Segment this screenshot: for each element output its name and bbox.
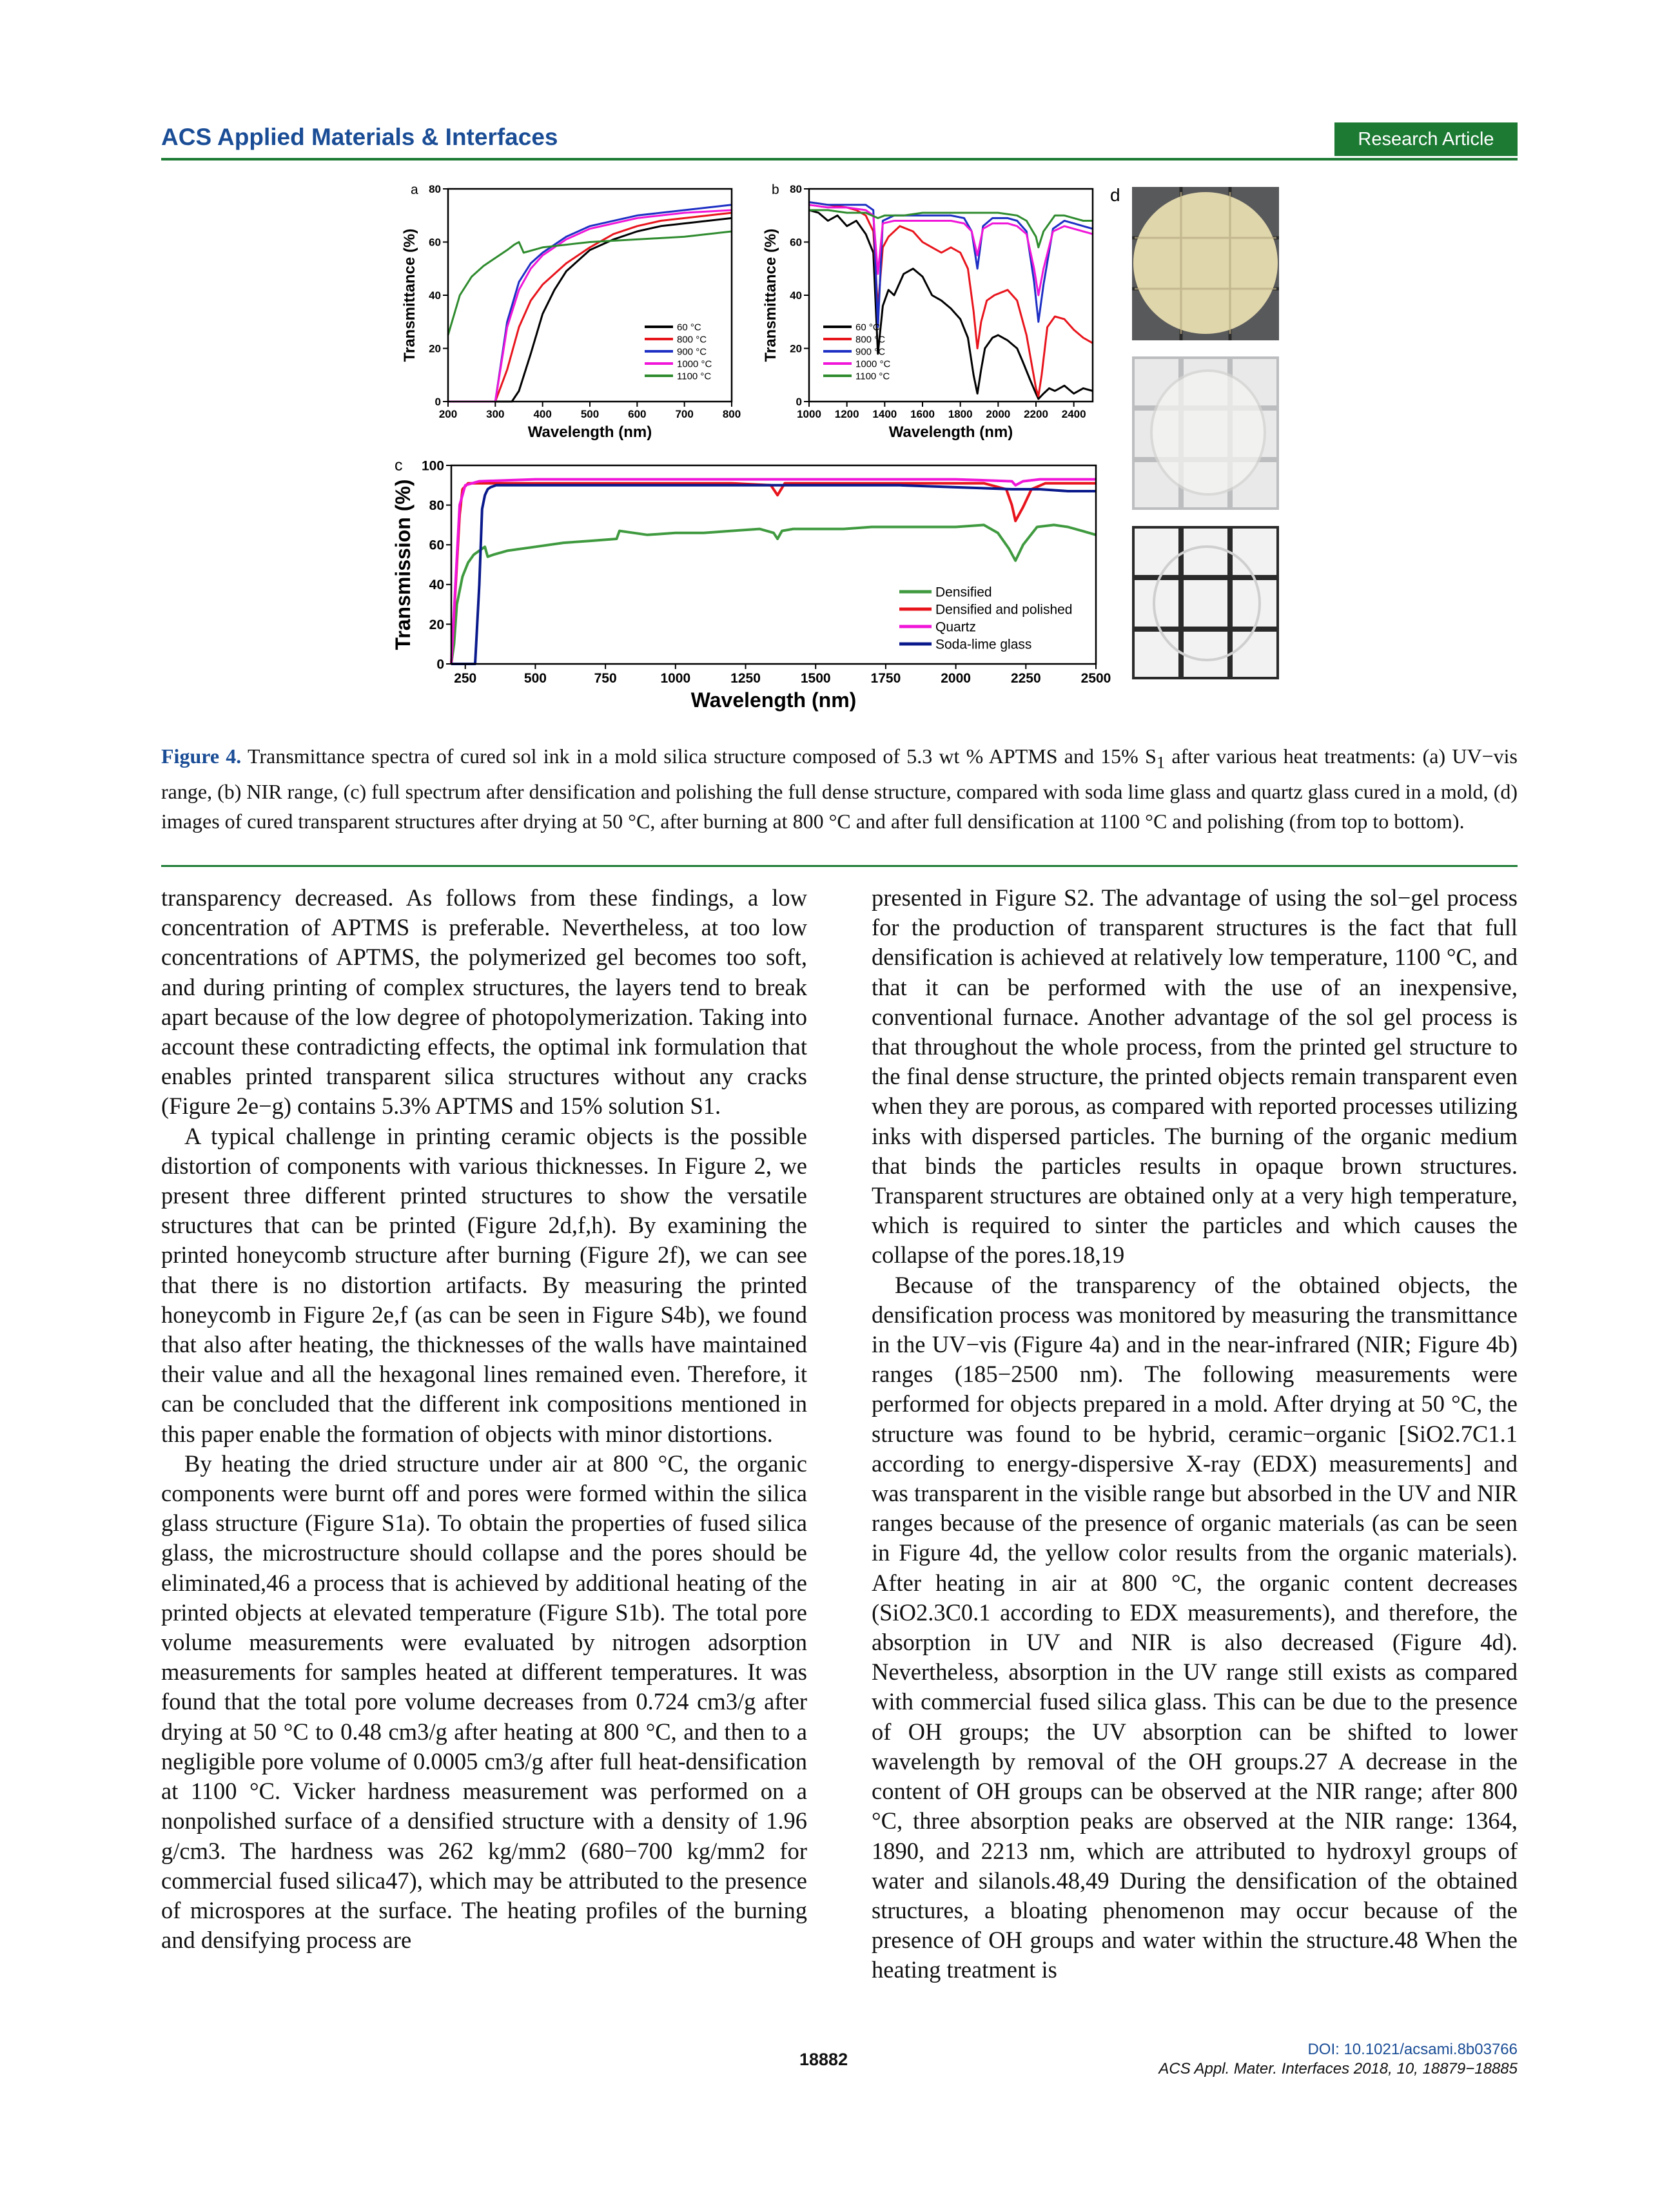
right-paragraph-1: presented in Figure S2. The advantage of using the sol−gel process for the production of transparent structures is the fact that full densification is achieved at relatively low temperature, 1100 °C, and that it can be performed with the use of an inexpensive, conventional furnace. Another advantage of the sol gel process is that throughout the whole process, from the printed gel structure to the final dense structure, the printed objects remain transparent even when they are porous, as compared with reported processes utilizing inks with dispersed particles. The burning of the organic medium that binds the particles results in opaque brown structures. Transparent structures are obtained only at a very high temperature, which is required to sinter the particles and which causes the collapse of the pores.18,19 — [872, 884, 1518, 1269]
plot-frame — [451, 465, 1096, 664]
y-tick-label: 20 — [429, 617, 444, 632]
y-tick-label: 80 — [429, 498, 444, 513]
y-axis-label: Transmission (%) — [391, 479, 415, 650]
x-axis-label: Wavelength (nm) — [888, 423, 1013, 441]
x-axis-label: Wavelength (nm) — [527, 423, 652, 441]
x-tick-label: 1600 — [910, 408, 935, 420]
y-tick-label: 40 — [429, 578, 444, 593]
x-tick-label: 1800 — [948, 408, 973, 420]
y-tick-label: 0 — [436, 657, 444, 672]
chart-panel-a — [393, 177, 754, 448]
x-tick-label: 1200 — [834, 408, 859, 420]
x-tick-label: 1250 — [730, 671, 761, 686]
y-tick-label: 60 — [429, 236, 441, 249]
photo-burned-800c — [1132, 356, 1279, 510]
x-tick-label: 750 — [594, 671, 617, 686]
x-tick-label: 800 — [722, 408, 741, 420]
panel-label-c: c — [395, 456, 403, 474]
x-tick-label: 1000 — [797, 408, 821, 420]
series-line-0 — [809, 210, 1093, 399]
page-number: 18882 — [799, 2050, 848, 2069]
right-column — [872, 883, 1518, 1985]
svg-text:d: d — [1110, 185, 1120, 205]
x-tick-label: 500 — [580, 408, 600, 420]
y-tick-label: 80 — [429, 182, 441, 195]
x-tick-label: 2000 — [986, 408, 1011, 420]
article-type-badge: Research Article — [1334, 122, 1518, 156]
left-paragraph-3: By heating the dried structure under air at 800 °C, the organic components were burnt off and pores were formed within the silica glass structure (Figure S1a). To obtain the properties of fused silica glass, the microstructure should collapse and the pores should be eliminated,46 a process that is achieved by additional heating of the printed objects at elevated temperature (Figure S1b). The total pore volume measurements were evaluated by nitrogen adsorption measurements for samples heated at different temperatures. It was found that the total pore volume decreases from 0.724 cm3/g after drying at 50 °C to 0.48 cm3/g after heating at 800 °C, and then to a negligible pore volume of 0.0005 cm3/g after full heat-densification at 1100 °C. Vicker hardness measurement was performed on a nonpolished surface of a densified structure with a density of 1.96 g/cm3. The hardness was 262 kg/mm2 (680−700 kg/mm2 for commercial fused silica47), which may be attributed to the presence of microspores at the surface. The heating profiles of the burning and densifying process are — [161, 1450, 807, 1954]
chart-panel-b — [757, 177, 1106, 448]
y-tick-label: 20 — [429, 342, 441, 355]
x-tick-label: 200 — [438, 408, 458, 420]
x-tick-label: 2400 — [1061, 408, 1086, 420]
y-tick-label: 80 — [790, 182, 802, 195]
caption-rule — [161, 865, 1518, 867]
y-tick-label: 0 — [435, 395, 441, 408]
legend-label-1: Densified and polished — [935, 602, 1073, 618]
legend-label-4: 1100 °C — [677, 371, 712, 382]
caption-text-2: after various heat treatments: (a) UV−vis range, (b) NIR range, (c) full spectrum after densification and polishing the full dense structure, compared with soda lime glass and quartz glass cured in a mold, (d) images of cured transparent structures after drying at 50 °C, after burning at 800 °C and after full densification at 1100 °C and polishing (from top to bottom). — [161, 744, 1518, 833]
y-tick-label: 60 — [429, 538, 444, 553]
x-tick-label: 1750 — [870, 671, 901, 686]
doi-link[interactable]: DOI: 10.1021/acsami.8b03766 — [1307, 2041, 1518, 2058]
caption-text: Transmittance spectra of cured sol ink in a mold silica structure composed of 5.3 wt % APTMS and 15% S — [241, 744, 1157, 768]
caption-label: Figure 4. — [161, 744, 242, 768]
x-tick-label: 1400 — [872, 408, 897, 420]
journal-title: ACS Applied Materials & Interfaces — [161, 124, 558, 150]
chart-panel-c — [390, 451, 1131, 728]
caption-subscript: 1 — [1156, 752, 1166, 772]
legend-label-2: 900 °C — [677, 346, 707, 358]
y-tick-label: 60 — [790, 236, 802, 249]
left-paragraph-1: transparency decreased. As follows from these findings, a low concentration of APTMS is preferable. Nevertheless, at too low concentrations of APTMS, the polymerized gel becomes too soft, and during printing of complex structures, the layers tend to break apart because of the low degree of photopolymerization. Taking into account these contradicting effects, the optimal ink formulation that enables printed transparent silica structures without any cracks (Figure 2e−g) contains 5.3% APTMS and 15% solution S1. — [161, 884, 807, 1120]
x-tick-label: 2500 — [1080, 671, 1111, 686]
figure-caption — [161, 741, 1518, 836]
series-line-1 — [809, 202, 1093, 396]
x-tick-label: 1500 — [800, 671, 831, 686]
legend-label-0: 60 °C — [677, 322, 701, 333]
legend-label-2: 900 °C — [855, 346, 886, 358]
y-axis-label: Transmittance (%) — [762, 228, 779, 362]
panel-label-a: a — [411, 182, 418, 197]
y-tick-label: 40 — [790, 289, 802, 302]
x-tick-label: 1000 — [660, 671, 691, 686]
y-tick-label: 100 — [421, 458, 444, 474]
x-tick-label: 600 — [628, 408, 647, 420]
photo-densified-1100c — [1132, 526, 1279, 679]
y-tick-label: 0 — [796, 395, 802, 408]
x-tick-label: 500 — [523, 671, 547, 686]
x-tick-label: 2250 — [1010, 671, 1041, 686]
x-axis-label: Wavelength (nm) — [690, 688, 857, 712]
legend-label-3: 1000 °C — [677, 358, 712, 370]
x-tick-label: 400 — [533, 408, 552, 420]
legend-label-4: 1100 °C — [855, 371, 890, 382]
legend-label-0: 60 °C — [855, 322, 880, 333]
legend-label-3: Soda-lime glass — [935, 637, 1032, 652]
panel-label-b: b — [772, 182, 779, 197]
y-tick-label: 20 — [790, 342, 802, 355]
x-tick-label: 250 — [454, 671, 477, 686]
y-axis-label: Transmittance (%) — [401, 228, 418, 362]
plot-frame — [448, 189, 732, 402]
series-line-2 — [451, 480, 1096, 664]
legend-label-1: 800 °C — [855, 334, 886, 345]
x-tick-label: 700 — [675, 408, 694, 420]
photo-dried-50c — [1132, 187, 1279, 340]
left-column — [161, 883, 807, 1955]
header-rule — [161, 158, 1518, 160]
y-tick-label: 40 — [429, 289, 441, 302]
x-tick-label: 2000 — [941, 671, 971, 686]
legend-label-0: Densified — [935, 585, 992, 600]
x-tick-label: 2200 — [1024, 408, 1048, 420]
footer-doi-block — [1158, 2040, 1518, 2079]
legend-label-3: 1000 °C — [855, 358, 891, 370]
citation: ACS Appl. Mater. Interfaces 2018, 10, 18879−18885 — [1158, 2060, 1518, 2077]
right-paragraph-2: Because of the transparency of the obtained objects, the densification process was monitored by measuring the transmittance in the UV−vis (Figure 4a) and in the near-infrared (NIR; Figure 4b) ranges (185−2500 nm). The following measurements were performed for objects prepared in a mold. After drying at 50 °C, the structure was found to be hybrid, ceramic−organic [SiO2.7C1.1 according to energy-dispersive X-ray (EDX) measurements] and was transparent in the visible range but absorbed in the UV and NIR ranges because of the presence of organic materials (as can be seen in Figure 4d, the yellow color results from the organic materials). After heating in air at 800 °C, the organic content decreases (SiO2.3C0.1 according to EDX measurements), and therefore, the absorption in UV and NIR is also decreased (Figure 4d). Nevertheless, absorption in the UV range still exists as compared with commercial fused silica glass. This can be due to the presence of OH groups; the UV absorption can be shifted to lower wavelength by removal of the OH groups.27 A decrease in the content of OH groups can be observed at the NIR range; after 800 °C, three absorption peaks are observed at the NIR range: 1364, 1890, and 2213 nm, which are attributed to hydroxyl groups of water and silanols.48,49 During the densification of the obtained structures, a bloating phenomenon may occur because of the presence of OH groups and water within the structure.48 When the heating treatment is — [872, 1271, 1518, 1983]
x-tick-label: 300 — [486, 408, 505, 420]
legend-label-2: Quartz — [935, 619, 977, 635]
left-paragraph-2: A typical challenge in printing ceramic objects is the possible distortion of components with various thicknesses. In Figure 2, we present three different printed structures to show the versatile structures that can be printed (Figure 2d,f,h). By examining the printed honeycomb structure after burning (Figure 2f), we can see that there is no distortion artifacts. By measuring the printed honeycomb in Figure 2e,f (as can be seen in Figure S4b), we found that also after heating, the thicknesses of the walls have maintained their value and all the hexagonal lines remained even. Therefore, it can be concluded that the different ink compositions mentioned in this paper enable the formation of objects with minor distortions. — [161, 1122, 807, 1447]
legend-label-1: 800 °C — [677, 334, 707, 345]
